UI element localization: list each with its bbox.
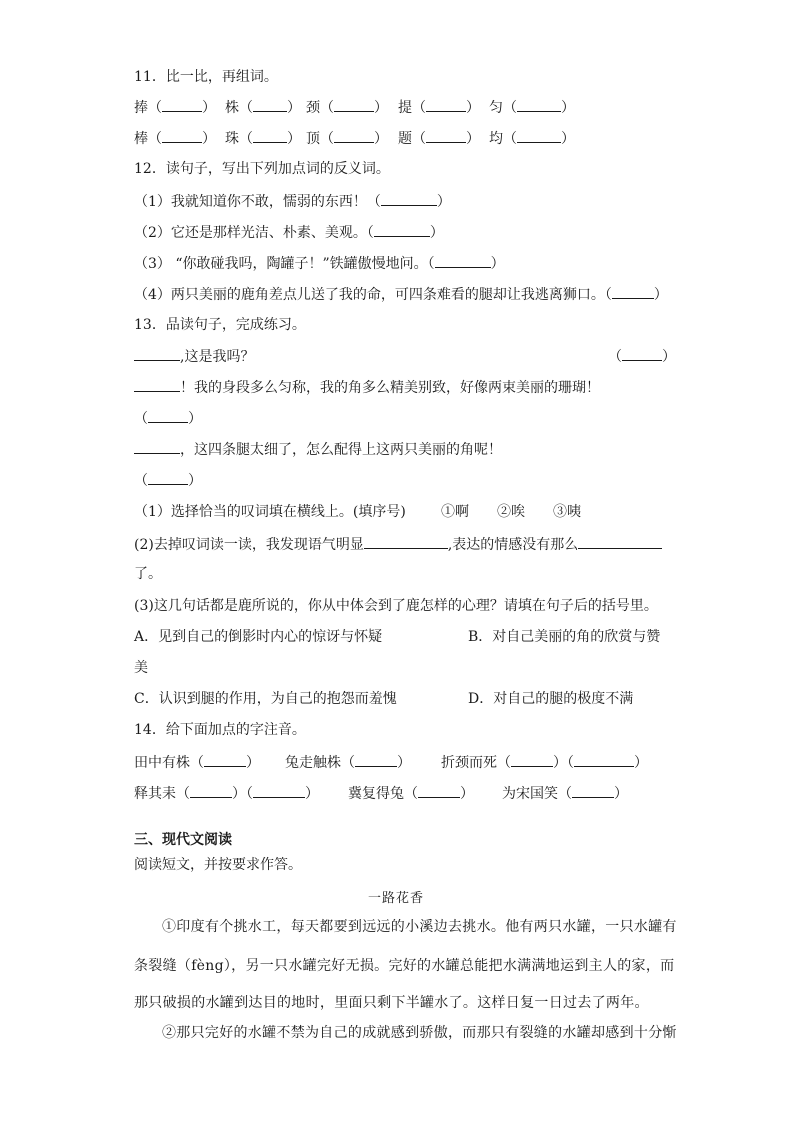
answer-blank[interactable] — [426, 128, 466, 143]
answer-blank[interactable] — [134, 346, 180, 361]
q13-choice-a: A．见到自己的倒影时内心的惊讶与怀疑 — [134, 629, 383, 645]
q14-item: 释其耒（ ）（ ） — [134, 783, 319, 804]
answer-blank[interactable] — [381, 191, 437, 206]
q11-item: 顶（ ） — [306, 128, 388, 149]
passage-line: ①印度有个挑水工，每天都要到远远的小溪边去挑水。他有两只水罐，一只水罐有 — [162, 919, 677, 935]
q11-item: 捧（ ） — [134, 97, 216, 118]
q14-title: 14．给下面加点的字注音。 — [134, 722, 306, 738]
q13-part-2: (2)去掉叹词读一读，我发现语气明显 ,表达的情感没有那么 — [134, 534, 662, 555]
section-instruction: 阅读短文，并按要求作答。 — [134, 857, 302, 873]
q11-item: 株（ ） — [225, 97, 301, 118]
q12-sentence-1: （1）我就知道你不敢，懦弱的东西！（ ） — [134, 191, 451, 212]
answer-blank[interactable] — [364, 534, 448, 549]
q13-paren-3: （ ） — [134, 470, 202, 491]
q14-item: 折颈而死（ ）（ ） — [441, 752, 648, 773]
q12-sentence-4: （4）两只美丽的鹿角差点儿送了我的命，可四条难看的腿却让我逃离狮口。（ ） — [134, 284, 668, 305]
q11-item: 珠（ ） — [225, 128, 301, 149]
answer-blank[interactable] — [334, 97, 374, 112]
q13-paren-1: （ ） — [608, 346, 676, 367]
q11-item: 棒（ ） — [134, 128, 216, 149]
q13-option-1: ①啊 — [441, 504, 469, 520]
q11-item: 均（ ） — [489, 128, 575, 149]
answer-blank[interactable] — [204, 752, 246, 767]
answer-blank[interactable] — [435, 253, 491, 268]
q14-item: 兔走触株（ ） — [285, 752, 411, 773]
q13-choice-b: B．对自己美丽的角的欣赏与赞 — [468, 629, 661, 645]
q13-choice-d: D．对自己的腿的极度不满 — [468, 691, 634, 707]
q12-sentence-3: （3） “你敢碰我吗，陶罐子！”铁罐傲慢地问。（ ） — [134, 253, 505, 274]
q14-item: 为宋国笑（ ） — [502, 783, 628, 804]
q12-sentence-2: （2）它还是那样光洁、朴素、美观。（ ） — [134, 222, 444, 243]
q13-part-3: (3)这几句话都是鹿所说的，你从中体会到了鹿怎样的心理？请填在句子后的括号里。 — [134, 598, 658, 614]
answer-blank[interactable] — [578, 534, 662, 549]
q12-title: 12．读句子，写出下列加点词的反义词。 — [134, 161, 390, 177]
q11-item: 匀（ ） — [489, 97, 575, 118]
answer-blank[interactable] — [134, 377, 180, 392]
answer-blank[interactable] — [162, 128, 202, 143]
q11-item: 提（ ） — [398, 97, 480, 118]
answer-blank[interactable] — [253, 128, 287, 143]
q13-option-2: ②唉 — [497, 504, 525, 520]
q13-line-2: ！我的身段多么匀称，我的角多么精美别致，好像两束美丽的珊瑚！ — [134, 377, 600, 398]
answer-blank[interactable] — [418, 783, 460, 798]
passage-line: 那只破损的水罐到达目的地时，里面只剩下半罐水了。这样日复一日过去了两年。 — [134, 995, 649, 1011]
q13-title: 13．品读句子，完成练习。 — [134, 317, 306, 333]
passage-line: ②那只完好的水罐不禁为自己的成就感到骄傲，而那只有裂缝的水罐却感到十分惭 — [162, 1025, 677, 1041]
answer-blank[interactable] — [162, 97, 202, 112]
q11-item: 题（ ） — [398, 128, 480, 149]
answer-blank[interactable] — [334, 128, 374, 143]
answer-blank[interactable] — [622, 346, 662, 361]
answer-blank[interactable] — [517, 97, 561, 112]
q11-item: 颈（ ） — [306, 97, 388, 118]
q14-item: 冀复得兔（ ） — [348, 783, 474, 804]
passage-line: 条裂缝（fèng），另一只水罐完好无损。完好的水罐总能把水满满地运到主人的家，而 — [134, 958, 675, 974]
passage-title: 一路花香 — [368, 891, 425, 906]
q13-choice-b-cont: 美 — [134, 660, 148, 676]
answer-blank[interactable] — [148, 408, 188, 423]
answer-blank[interactable] — [355, 752, 397, 767]
q13-line-3: ，这四条腿太细了，怎么配得上这两只美丽的角呢！ — [134, 439, 502, 460]
answer-blank[interactable] — [517, 128, 561, 143]
q13-paren-2: （ ） — [134, 408, 202, 429]
answer-blank[interactable] — [374, 222, 430, 237]
section-heading: 三、现代文阅读 — [134, 832, 232, 848]
answer-blank[interactable] — [253, 783, 305, 798]
answer-blank[interactable] — [511, 752, 553, 767]
answer-blank[interactable] — [134, 439, 180, 454]
answer-blank[interactable] — [612, 284, 654, 299]
answer-blank[interactable] — [190, 783, 232, 798]
answer-blank[interactable] — [426, 97, 466, 112]
q13-line-1: ,这是我吗？ — [134, 346, 254, 367]
q13-part-2-end: 了。 — [134, 566, 162, 582]
q11-title: 11．比一比，再组词。 — [134, 69, 278, 85]
answer-blank[interactable] — [574, 752, 634, 767]
answer-blank[interactable] — [572, 783, 614, 798]
answer-blank[interactable] — [148, 470, 188, 485]
answer-blank[interactable] — [253, 97, 287, 112]
q13-choice-c: C．认识到腿的作用，为自己的抱怨而羞愧 — [134, 691, 397, 707]
q13-part-1: （1）选择恰当的叹词填在横线上。(填序号) — [134, 504, 406, 520]
q13-option-3: ③咦 — [553, 504, 581, 520]
q14-item: 田中有株（ ） — [134, 752, 260, 773]
